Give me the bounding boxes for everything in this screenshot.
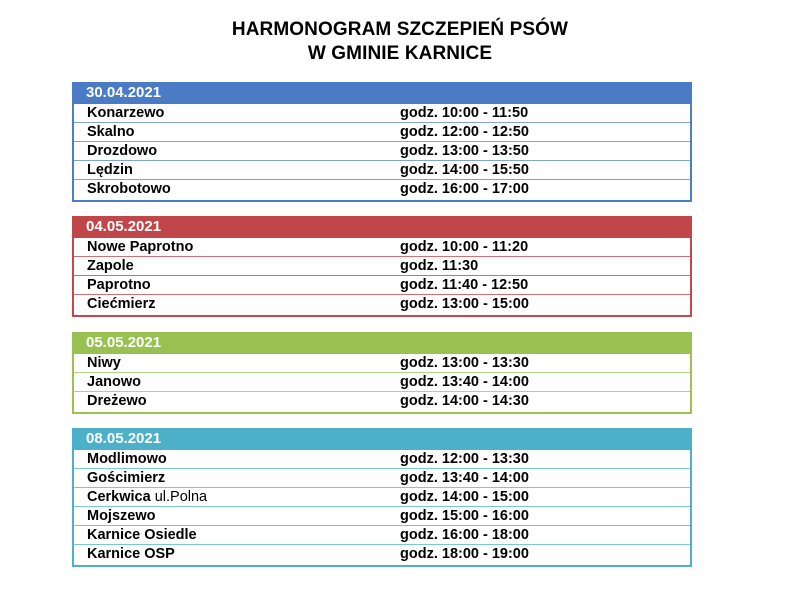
place-name: Mojszewo (87, 508, 156, 524)
time-slot: godz. 10:00 - 11:20 (400, 239, 529, 255)
place-name: Skalno (87, 124, 135, 140)
table-row (74, 180, 690, 200)
schedule-block-2021-05-04 (72, 216, 692, 317)
place-name: Nowe Paprotno (87, 239, 194, 255)
place-name: Drozdowo (87, 143, 158, 159)
table-row (74, 526, 690, 545)
table-row (74, 354, 690, 373)
time-slot: godz. 13:40 - 14:00 (400, 470, 529, 486)
table-row (74, 392, 690, 412)
table-row (74, 450, 690, 469)
place-name: Lędzin (87, 162, 133, 178)
time-slot: godz. 15:00 - 16:00 (400, 508, 529, 524)
time-slot: godz. 13:00 - 13:50 (400, 143, 529, 159)
street-name: ul.Polna (154, 489, 208, 505)
place-name: Karnice OSP (87, 546, 175, 562)
schedule-block-2021-05-05 (72, 332, 692, 414)
time-slot: godz. 13:00 - 15:00 (400, 296, 529, 312)
time-slot: godz. 14:00 - 15:50 (400, 162, 529, 178)
schedule-date-header: 04.05.2021 (72, 216, 692, 238)
page-title-line-1: HARMONOGRAM SZCZEPIEŃ PSÓW (231, 19, 569, 40)
time-slot: godz. 10:00 - 11:50 (400, 105, 529, 121)
table-row (74, 276, 690, 295)
time-slot: godz. 14:00 - 14:30 (400, 393, 529, 409)
time-slot: godz. 12:00 - 13:30 (400, 451, 529, 467)
table-row (74, 161, 690, 180)
table-row (74, 295, 690, 315)
place-name: Skrobotowo (87, 181, 171, 197)
table-row (74, 142, 690, 161)
table-row (74, 257, 690, 276)
place-name: Janowo (87, 374, 141, 390)
table-row (74, 469, 690, 488)
time-slot: godz. 11:40 - 12:50 (400, 277, 529, 293)
schedule-date-header: 05.05.2021 (72, 332, 692, 354)
table-row (74, 104, 690, 123)
place-name: Ciećmierz (87, 296, 156, 312)
schedule-date-header: 30.04.2021 (72, 82, 692, 104)
place-name: Zapole (87, 258, 134, 274)
schedule-block-2021-04-30 (72, 82, 692, 202)
table-row (74, 488, 690, 507)
time-slot: godz. 14:00 - 15:00 (400, 489, 529, 505)
time-slot: godz. 13:40 - 14:00 (400, 374, 529, 390)
table-row (74, 238, 690, 257)
time-slot: godz. 13:00 - 13:30 (400, 355, 529, 371)
time-slot: godz. 18:00 - 19:00 (400, 546, 529, 562)
place-name: Karnice Osiedle (87, 527, 197, 543)
place-name: Konarzewo (87, 105, 165, 121)
place-name: Cerkwica (87, 489, 151, 505)
schedule-block-2021-05-08 (72, 428, 692, 567)
table-row (74, 545, 690, 565)
time-slot: godz. 16:00 - 18:00 (400, 527, 529, 543)
table-row (74, 123, 690, 142)
page-title-line-2: W GMINIE KARNICE (307, 43, 493, 64)
time-slot: godz. 11:30 (400, 258, 479, 274)
place-name: Paprotno (87, 277, 151, 293)
schedule-date-header: 08.05.2021 (72, 428, 692, 450)
place-name-with-street (87, 488, 207, 507)
place-name: Dreżewo (87, 393, 147, 409)
table-row (74, 507, 690, 526)
place-name: Modlimowo (87, 451, 167, 467)
time-slot: godz. 16:00 - 17:00 (400, 181, 529, 197)
time-slot: godz. 12:00 - 12:50 (400, 124, 529, 140)
place-name: Gościmierz (87, 470, 166, 486)
table-row (74, 373, 690, 392)
place-name: Niwy (87, 355, 121, 371)
